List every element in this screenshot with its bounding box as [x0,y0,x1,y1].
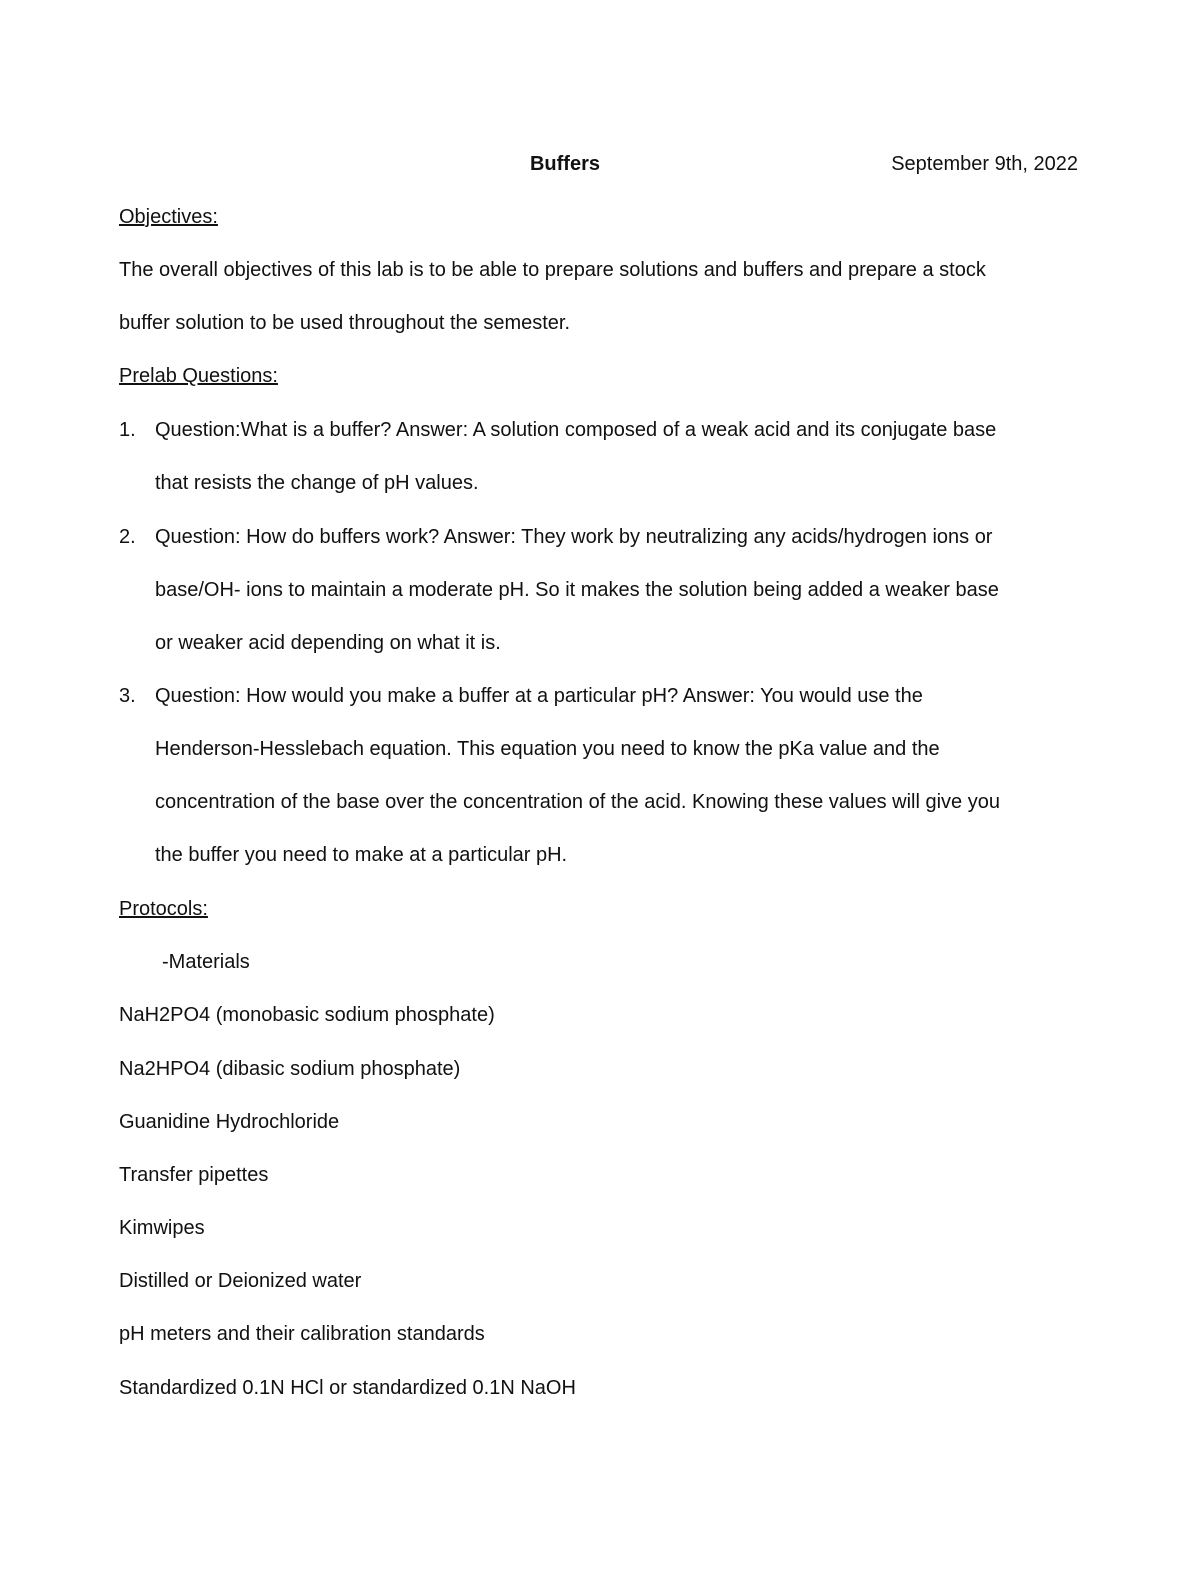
objectives-line: The overall objectives of this lab is to be able to prepare solutions and buffers and prepare a stock [119,259,986,281]
material-item: NaH2PO4 (monobasic sodium phosphate) [119,1004,495,1026]
material-item: Kimwipes [119,1217,205,1239]
material-item: Guanidine Hydrochloride [119,1111,340,1133]
question-line: Question: How do buffers work? Answer: They work by neutralizing any acids/hydrogen ions or [155,526,993,548]
material-item: pH meters and their calibration standards [119,1323,485,1345]
protocols-heading: Protocols: [119,898,208,920]
question-line: Henderson-Hesslebach equation. This equation you need to know the pKa value and the [155,738,940,760]
objectives-line: buffer solution to be used throughout the semester. [119,312,571,334]
document-date: September 9th, 2022 [891,153,1078,175]
question-line: Question:What is a buffer? Answer: A solution composed of a weak acid and its conjugate base [155,419,997,441]
question-number: 3. [119,685,136,707]
question-line: concentration of the base over the concentration of the acid. Knowing these values will give you [155,791,1000,813]
prelab-heading: Prelab Questions: [119,365,278,387]
material-item: Standardized 0.1N HCl or standardized 0.1N NaOH [119,1377,576,1399]
materials-subheading: -Materials [162,951,250,973]
question-line: the buffer you need to make at a particular pH. [155,844,568,866]
question-line: Question: How would you make a buffer at a particular pH? Answer: You would use the [155,685,923,707]
material-item: Na2HPO4 (dibasic sodium phosphate) [119,1058,461,1080]
document-title: Buffers [529,153,600,175]
objectives-heading: Objectives: [119,206,218,228]
question-line: base/OH- ions to maintain a moderate pH. So it makes the solution being added a weaker base [155,579,999,601]
question-number: 2. [119,526,136,548]
material-item: Distilled or Deionized water [119,1270,362,1292]
question-line: or weaker acid depending on what it is. [155,632,501,654]
question-line: that resists the change of pH values. [155,472,479,494]
material-item: Transfer pipettes [119,1164,269,1186]
question-number: 1. [119,419,136,441]
